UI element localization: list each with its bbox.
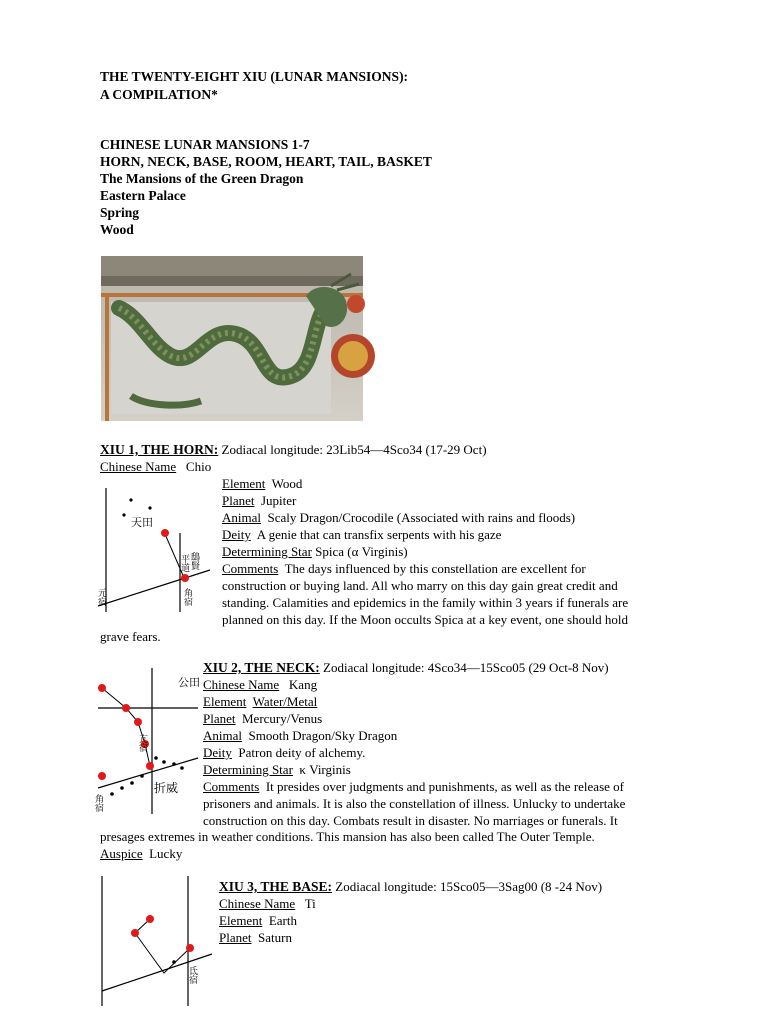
xiu2-comments-3: construction on this day. Combats result in disaster. No marriages or funerals. It: [203, 813, 618, 828]
xiu2-deity-row: [203, 744, 365, 761]
xiu3-star-red-2: [131, 929, 139, 937]
xiu2-chart-line-ecliptic: [98, 758, 198, 788]
xiu2-header-line: [203, 659, 609, 676]
xiu2-planet: Mercury/Venus: [242, 711, 323, 726]
xiu2-element-row: [203, 693, 317, 710]
xiu1-title: XIU 1, THE HORN:: [100, 442, 219, 457]
xiu3-planet-label: Planet: [219, 930, 252, 945]
xiu1-glyph-right2: 鴟賢: [189, 552, 199, 570]
section-element: Wood: [100, 222, 134, 237]
xiu1-star: Spica (α Virginis): [315, 544, 408, 559]
xiu2-glyph-label: 亢宿: [137, 734, 147, 752]
xiu2-star-red-6: [98, 772, 106, 780]
xiu1-glyph-left: 元宿: [96, 588, 106, 606]
dragon-relief-image: [101, 256, 363, 421]
xiu1-element-row: [222, 475, 302, 492]
xiu2-planet-label: Planet: [203, 711, 236, 726]
xiu3-glyph-label: 氐宿: [187, 966, 197, 984]
xiu2-star: κ Virginis: [299, 762, 351, 777]
xiu3-header-line: [219, 878, 602, 895]
xiu2-star-black-8: [110, 792, 114, 796]
xiu1-element-label: Element: [222, 476, 266, 491]
xiu2-auspice-row: [100, 845, 182, 862]
xiu1-planet-label: Planet: [222, 493, 255, 508]
xiu1-star-chart: [98, 488, 210, 612]
xiu2-glyph-mid: 折威: [154, 781, 179, 795]
xiu2-star-red-1: [98, 684, 106, 692]
xiu2-comments-2: prisoners and animals. It is also the constellation of illness. Unlucky to undertake: [203, 796, 626, 811]
xiu2-star-row: [203, 761, 351, 778]
document-title-line1: THE TWENTY-EIGHT XIU (LUNAR MANSIONS):: [100, 69, 409, 84]
xiu1-chinese-name: Chio: [185, 459, 212, 474]
xiu3-star-red-1: [146, 915, 154, 923]
xiu2-chinese-name: Kang: [288, 677, 318, 692]
xiu2-star-red-3: [134, 718, 142, 726]
xiu1-chinese-name-row: [100, 458, 211, 475]
xiu3-star-black-1: [172, 960, 176, 964]
xiu1-deity: A genie that can transfix serpents with his gaze: [256, 527, 502, 542]
xiu1-chinese-name-label: Chinese Name: [100, 459, 177, 474]
xiu3-star-red-3: [186, 944, 194, 952]
xiu3-chart-links: [135, 919, 190, 973]
xiu2-comments-label: Comments: [203, 779, 260, 794]
xiu2-star-black-3: [172, 762, 176, 766]
dragon-photo: [101, 256, 363, 421]
xiu1-glyph-bottom: 角宿: [182, 588, 192, 606]
xiu1-star-label: Determining Star: [222, 544, 312, 559]
xiu1-comments-3: standing. Calamities and epidemics in the family within 3 years if funerals are: [222, 595, 629, 610]
xiu1-chart-line-ecliptic: [98, 570, 210, 606]
xiu2-star-black-1: [154, 756, 158, 760]
xiu2-element-label: Element: [203, 694, 247, 709]
xiu2-element: Water/Metal: [252, 694, 318, 709]
xiu1-comments-2: construction or buying land. All who marry on this day gain great credit and: [222, 578, 618, 593]
xiu2-star-black-6: [130, 781, 134, 785]
xiu2-star-red-5: [146, 762, 154, 770]
xiu2-star-black-4: [180, 766, 184, 770]
xiu1-star-black-3: [148, 506, 151, 509]
xiu3-chinese-name-label: Chinese Name: [219, 896, 296, 911]
xiu2-glyph-left: 角宿: [93, 794, 103, 812]
xiu2-animal: Smooth Dragon/Sky Dragon: [248, 728, 398, 743]
section-palace: Eastern Palace: [100, 188, 186, 203]
xiu3-element-row: [219, 912, 297, 929]
section-heading: CHINESE LUNAR MANSIONS 1-7: [100, 137, 310, 152]
xiu2-chinese-name-row: [203, 676, 317, 693]
section-season: Spring: [100, 205, 140, 220]
xiu2-deity-label: Deity: [203, 745, 232, 760]
xiu3-chinese-name-row: [219, 895, 316, 912]
xiu1-star-black-1: [129, 498, 132, 501]
xiu2-star-label: Determining Star: [203, 762, 293, 777]
xiu1-comments-label: Comments: [222, 561, 279, 576]
xiu1-deity-label: Deity: [222, 527, 251, 542]
section-subtitle: The Mansions of the Green Dragon: [100, 171, 304, 186]
xiu1-star-row: [222, 543, 408, 560]
xiu1-longitude: Zodiacal longitude: 23Lib54—4Sco34 (17-29 Oct): [218, 442, 487, 457]
xiu2-glyph-top: 公田: [178, 676, 200, 689]
xiu2-chinese-name-label: Chinese Name: [203, 677, 280, 692]
xiu1-element: Wood: [271, 476, 303, 491]
xiu2-chart-links: [102, 688, 150, 766]
xiu2-planet-row: [203, 710, 322, 727]
section-names: HORN, NECK, BASE, ROOM, HEART, TAIL, BASKET: [100, 154, 432, 169]
xiu1-animal: Scaly Dragon/Crocodile (Associated with rains and floods): [267, 510, 576, 525]
xiu3-chinese-name: Ti: [304, 896, 316, 911]
xiu2-animal-label: Animal: [203, 728, 242, 743]
xiu3-title: XIU 3, THE BASE:: [219, 879, 333, 894]
xiu3-planet: Saturn: [258, 930, 292, 945]
xiu2-star-red-2: [122, 704, 130, 712]
xiu2-star-black-7: [120, 786, 124, 790]
xiu3-longitude: Zodiacal longitude: 15Sco05—3Sag00 (8 -24 Nov): [332, 879, 603, 894]
xiu2-comments-4: presages extremes in weather conditions. This mansion has also been called The Outer Temple.: [100, 829, 595, 844]
xiu1-deity-row: [222, 526, 501, 543]
xiu2-auspice: Lucky: [149, 846, 183, 861]
xiu3-planet-row: [219, 929, 292, 946]
xiu2-title: XIU 2, THE NECK:: [203, 660, 320, 675]
xiu1-animal-row: [222, 509, 575, 526]
xiu3-star-chart: [98, 876, 212, 1006]
xiu3-element-label: Element: [219, 913, 263, 928]
xiu1-star-black-2: [122, 513, 125, 516]
document-title-line2: A COMPILATION*: [100, 87, 218, 102]
xiu3-element: Earth: [268, 913, 297, 928]
xiu1-glyph-right: 平道: [179, 554, 189, 572]
xiu2-animal-row: [203, 727, 397, 744]
xiu1-comments-4: planned on this day. If the Moon occults Spica at a key event, one should hold: [222, 612, 629, 627]
xiu2-star-black-2: [162, 760, 166, 764]
xiu1-glyph-top: 天田: [131, 516, 153, 529]
xiu1-comments-5: grave fears.: [100, 629, 161, 644]
xiu1-star-red-1: [161, 529, 169, 537]
xiu1-header-line: [100, 441, 487, 458]
xiu1-comments-1: The days influenced by this constellation are excellent for: [284, 561, 586, 576]
xiu1-planet: Jupiter: [261, 493, 297, 508]
xiu2-star-black-5: [140, 774, 144, 778]
xiu2-deity: Patron deity of alchemy.: [238, 745, 366, 760]
xiu2-star-chart: [93, 668, 200, 814]
xiu1-star-red-2: [181, 574, 189, 582]
xiu2-comments-row: [203, 778, 624, 795]
xiu2-longitude: Zodiacal longitude: 4Sco34—15Sco05 (29 Oct-8 Nov): [319, 660, 609, 675]
xiu2-comments-1: It presides over judgments and punishments, as well as the release of: [265, 779, 624, 794]
xiu1-animal-label: Animal: [222, 510, 261, 525]
xiu1-comments-row: [222, 560, 586, 577]
xiu1-planet-row: [222, 492, 296, 509]
xiu2-auspice-label: Auspice: [100, 846, 143, 861]
